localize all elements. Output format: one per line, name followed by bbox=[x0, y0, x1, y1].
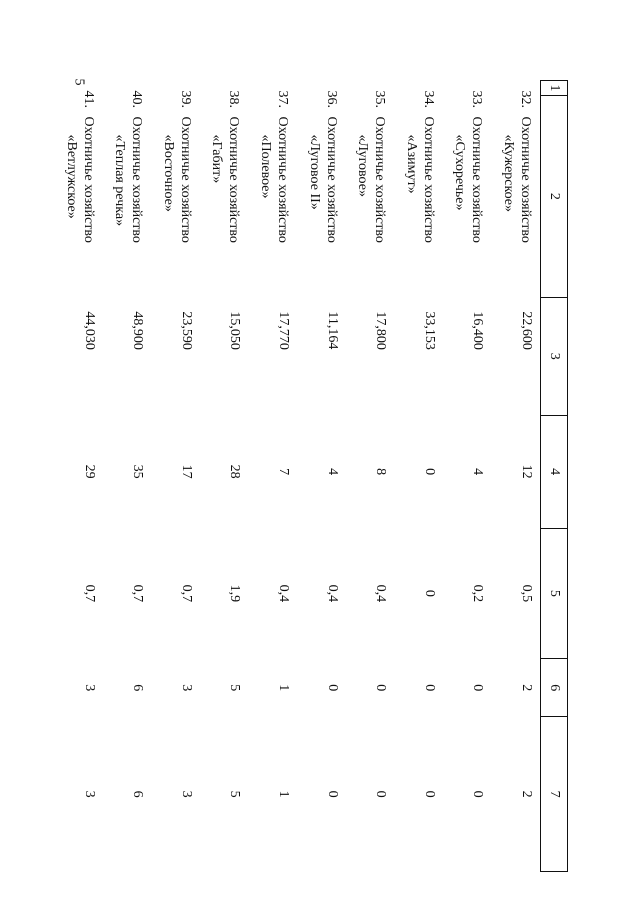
cell-col5: 0,7 bbox=[178, 584, 194, 603]
cell-col6: 3 bbox=[178, 684, 194, 692]
column-header: 6 bbox=[541, 659, 568, 717]
name-line-2: «Луговое II» bbox=[306, 134, 322, 210]
name-line-2: «Сухоречье» bbox=[452, 134, 468, 211]
hunting-farm-name bbox=[394, 81, 443, 298]
row-number: 37. bbox=[275, 90, 291, 108]
hunting-farms-table bbox=[54, 80, 568, 872]
row-number: 39. bbox=[177, 90, 193, 108]
table-row bbox=[297, 81, 346, 872]
row-number: 34. bbox=[420, 90, 436, 108]
cell-col4: 0 bbox=[421, 468, 437, 476]
row-number: 41. bbox=[80, 90, 96, 108]
cell-col7: 5 bbox=[227, 790, 243, 798]
cell-col5: 1,9 bbox=[227, 584, 243, 603]
name-line-2: «Теплая речка» bbox=[112, 134, 128, 227]
table-row bbox=[346, 81, 395, 872]
cell-col6: 6 bbox=[130, 684, 146, 692]
cell-area: 23,590 bbox=[178, 311, 194, 350]
cell-col4: 35 bbox=[130, 464, 146, 479]
cell-col7: 0 bbox=[324, 790, 340, 798]
cell-col5: 0,4 bbox=[324, 584, 340, 603]
hunting-farm-name bbox=[346, 81, 395, 298]
cell-col4: 12 bbox=[519, 464, 534, 479]
cell-col6: 1 bbox=[276, 684, 292, 692]
cell-col7: 3 bbox=[81, 790, 97, 798]
cell-col5: 0,5 bbox=[519, 584, 534, 603]
cell-col7: 2 bbox=[519, 790, 534, 798]
cell-col5: 0,2 bbox=[470, 584, 486, 603]
rotated-table-wrapper bbox=[63, 80, 568, 872]
name-line-2: «Габит» bbox=[209, 134, 225, 184]
cell-col7: 0 bbox=[373, 790, 389, 798]
name-line-1: Охотничье хозяйство bbox=[129, 116, 145, 243]
name-line-2: «Азимут» bbox=[403, 134, 419, 194]
hunting-farm-name bbox=[443, 81, 492, 298]
column-header: 1 bbox=[541, 81, 568, 96]
column-header: 3 bbox=[541, 297, 568, 415]
cell-col7: 0 bbox=[421, 790, 437, 798]
cell-area: 17,800 bbox=[373, 311, 389, 350]
cell-col4: 17 bbox=[178, 464, 194, 479]
name-line-1: Охотничье хозяйство bbox=[469, 116, 485, 243]
cell-col5: 0,4 bbox=[276, 584, 292, 603]
row-number: 38. bbox=[226, 90, 242, 108]
cell-col6: 0 bbox=[324, 684, 340, 692]
cell-col5: 0,4 bbox=[373, 584, 389, 603]
column-header: 2 bbox=[541, 95, 568, 297]
hunting-farm-name bbox=[491, 81, 540, 298]
cell-area: 16,400 bbox=[470, 311, 486, 350]
cell-area: 44,030 bbox=[81, 311, 97, 350]
table-body bbox=[54, 78, 540, 872]
table-row bbox=[200, 81, 249, 872]
cell-area: 22,600 bbox=[519, 311, 534, 350]
cell-area: 11,164 bbox=[324, 311, 340, 350]
name-line-1: Охотничье хозяйство bbox=[275, 116, 291, 243]
cell-col4: 4 bbox=[324, 468, 340, 476]
cell-area: 17,770 bbox=[276, 311, 292, 350]
hunting-farm-name bbox=[297, 81, 346, 298]
name-line-1: Охотничье хозяйство bbox=[420, 116, 436, 243]
table-row bbox=[54, 81, 103, 872]
cell-col5: 0 bbox=[421, 589, 437, 597]
cell-col6: 2 bbox=[519, 684, 534, 692]
cell-col7: 1 bbox=[276, 790, 292, 798]
name-line-2: «Полевое» bbox=[258, 134, 274, 199]
table-row bbox=[151, 81, 200, 872]
row-number: 32. bbox=[518, 90, 533, 108]
hunting-farm-name bbox=[200, 81, 249, 298]
name-line-1: Охотничье хозяйство bbox=[323, 116, 339, 243]
row-number: 35. bbox=[372, 90, 388, 108]
row-number: 36. bbox=[323, 90, 339, 108]
name-line-2: «Ветлужское» bbox=[63, 134, 79, 219]
row-number: 33. bbox=[469, 90, 485, 108]
cell-col6: 3 bbox=[81, 684, 97, 692]
column-header: 7 bbox=[541, 717, 568, 872]
name-line-2: «Восточное» bbox=[160, 134, 176, 212]
cell-area: 15,050 bbox=[227, 311, 243, 350]
cell-col4: 29 bbox=[81, 464, 97, 479]
name-line-1: Охотничье хозяйство bbox=[177, 116, 193, 243]
table-row bbox=[491, 81, 540, 872]
cell-col6: 0 bbox=[373, 684, 389, 692]
cell-col6: 0 bbox=[470, 684, 486, 692]
cell-col6: 0 bbox=[421, 684, 437, 692]
hunting-farm-name bbox=[54, 78, 103, 298]
row-number: 40. bbox=[129, 90, 145, 108]
hunting-farm-name bbox=[151, 81, 200, 298]
cell-col4: 4 bbox=[470, 468, 486, 476]
name-line-2: «Кужерское» bbox=[501, 134, 516, 212]
name-line-1: Охотничье хозяйство bbox=[518, 116, 533, 243]
name-line-1: Охотничье хозяйство bbox=[80, 116, 96, 243]
column-header: 5 bbox=[541, 528, 568, 659]
table-row bbox=[248, 81, 297, 872]
cell-col7: 3 bbox=[178, 790, 194, 798]
table-row bbox=[103, 81, 152, 872]
hunting-farm-name bbox=[103, 81, 152, 298]
cell-area: 33,153 bbox=[421, 311, 437, 350]
name-line-1: Охотничье хозяйство bbox=[372, 116, 388, 243]
cell-col4: 7 bbox=[276, 468, 292, 476]
cell-col4: 8 bbox=[373, 468, 389, 476]
page-number: 5 bbox=[71, 78, 87, 86]
name-line-2: «Луговое» bbox=[355, 134, 371, 197]
cell-col7: 6 bbox=[130, 790, 146, 798]
cell-col5: 0,7 bbox=[130, 584, 146, 603]
cell-col4: 28 bbox=[227, 464, 243, 479]
cell-col6: 5 bbox=[227, 684, 243, 692]
cell-col7: 0 bbox=[470, 790, 486, 798]
hunting-farm-name bbox=[248, 81, 297, 298]
cell-col5: 0,7 bbox=[81, 584, 97, 603]
table-row bbox=[443, 81, 492, 872]
table-row bbox=[394, 81, 443, 872]
name-line-1: Охотничье хозяйство bbox=[226, 116, 242, 243]
cell-area: 48,900 bbox=[130, 311, 146, 350]
table-header-row bbox=[541, 81, 568, 872]
column-header: 4 bbox=[541, 415, 568, 528]
